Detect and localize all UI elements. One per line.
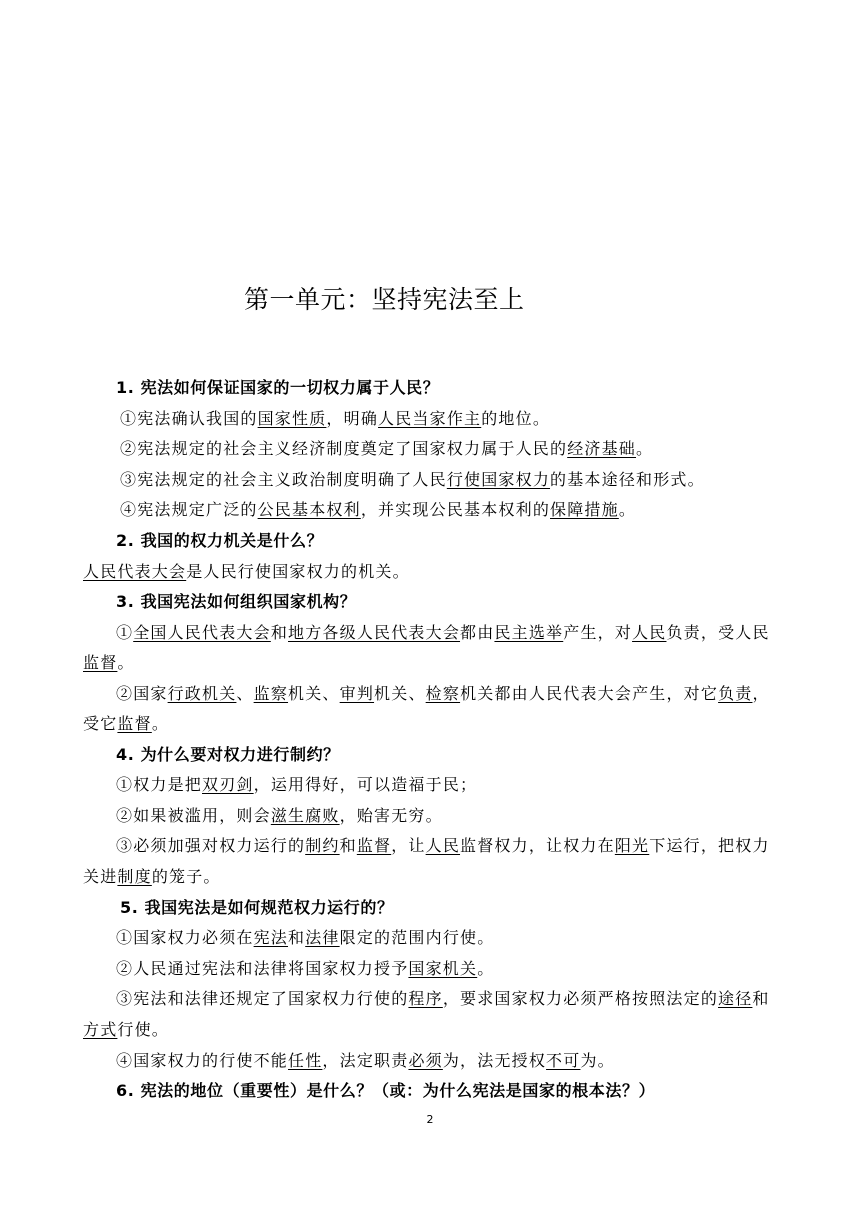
answer-line	[83, 711, 169, 734]
text-segment: 下运行，把权力	[649, 836, 770, 855]
answer-line	[83, 864, 221, 887]
text-segment: 是人民行使国家权力的机关。	[186, 562, 410, 581]
underlined-keyword: 全国人民代表大会	[133, 623, 271, 642]
text-segment: ，明确	[326, 409, 379, 428]
answer-line	[116, 681, 770, 704]
text-segment: ②人民通过宪法和法律将国家权力授予	[116, 959, 409, 978]
underlined-keyword: 人民	[425, 836, 461, 855]
underlined-keyword: 人民代表大会	[83, 562, 187, 581]
text-segment: ③必须加强对权力运行的	[116, 836, 306, 855]
text-segment: 的笼子。	[151, 867, 221, 886]
underlined-keyword: 行政机关	[167, 684, 237, 703]
text-segment: ①	[116, 623, 134, 642]
text-segment: 为，法无授权	[442, 1051, 547, 1070]
text-segment: 机关、	[288, 684, 340, 703]
text-segment: 。	[151, 714, 170, 733]
text-segment: ，法定职责	[322, 1051, 409, 1070]
answer-line	[83, 650, 135, 673]
answer-line	[116, 956, 494, 979]
text-segment: 和	[752, 989, 770, 1008]
text-segment: ，并实现公民基本权利的	[360, 500, 551, 519]
question-heading	[116, 742, 340, 765]
underlined-keyword: 检察	[425, 684, 461, 703]
text-segment: ，运用得好，可以造福于民；	[253, 775, 478, 794]
text-segment: 机关、	[374, 684, 426, 703]
question-heading	[116, 589, 356, 612]
underlined-keyword: 滋生腐败	[270, 806, 340, 825]
answer-line	[120, 497, 636, 520]
underlined-keyword: 负责	[718, 684, 753, 703]
text-segment: ①国家权力必须在	[116, 928, 254, 947]
text-segment: 行使。	[117, 1020, 170, 1039]
underlined-keyword: 必须	[408, 1051, 443, 1070]
text-segment: ④国家权力的行使不能	[116, 1051, 289, 1070]
page-number: 2	[426, 1113, 434, 1126]
text-segment: 和	[339, 836, 357, 855]
underlined-keyword: 制约	[305, 836, 340, 855]
text-segment: 1. 宪法如何保证国家的一切权力属于人民？	[116, 378, 440, 397]
text-segment: 。	[477, 959, 495, 978]
text-segment: 都由	[460, 623, 495, 642]
text-segment: ②宪法规定的社会主义经济制度奠定了国家权力属于人民的	[120, 439, 568, 458]
question-heading	[116, 528, 323, 551]
text-segment: ③宪法和法律还规定了国家权力行使的	[116, 989, 409, 1008]
text-segment: 监督权力，让权力在	[460, 836, 615, 855]
underlined-keyword: 人民	[632, 623, 667, 642]
underlined-keyword: 监督	[356, 836, 392, 855]
text-segment: 关进	[83, 867, 118, 886]
answer-line	[116, 925, 494, 948]
text-segment: ，	[752, 684, 770, 703]
text-segment: 3. 我国宪法如何组织国家机构？	[116, 592, 357, 611]
underlined-keyword: 方式	[83, 1020, 118, 1039]
answer-line	[120, 436, 653, 459]
text-segment: 和	[288, 928, 306, 947]
underlined-keyword: 保障措施	[550, 500, 619, 519]
underlined-keyword: 制度	[117, 867, 152, 886]
text-segment: ②国家	[116, 684, 168, 703]
text-segment: ，贻害无穷。	[339, 806, 443, 825]
underlined-keyword: 监察	[253, 684, 289, 703]
question-heading	[120, 895, 394, 918]
answer-line	[120, 467, 705, 490]
text-segment: 6. 宪法的地位（重要性）是什么？（或：为什么宪法是国家的根本法？）	[116, 1081, 656, 1100]
text-segment: 机关都由人民代表大会产生，对它	[460, 684, 719, 703]
answer-line	[116, 986, 770, 1009]
text-segment: 。	[636, 439, 654, 458]
text-segment: 2. 我国的权力机关是什么？	[116, 531, 324, 550]
underlined-keyword: 不可	[546, 1051, 581, 1070]
answer-line	[116, 620, 770, 643]
underlined-keyword: 公民基本权利	[257, 500, 361, 519]
question-heading	[116, 1078, 655, 1101]
underlined-keyword: 经济基础	[567, 439, 637, 458]
text-segment: 受它	[83, 714, 118, 733]
text-segment: 4. 为什么要对权力进行制约？	[116, 745, 340, 764]
text-segment: ，要求国家权力必须严格按照法定的	[442, 989, 719, 1008]
text-segment: 。	[618, 500, 637, 519]
text-segment: 为。	[580, 1051, 615, 1070]
underlined-keyword: 法律	[305, 928, 340, 947]
text-segment: 负责，受人民	[666, 623, 770, 642]
underlined-keyword: 阳光	[614, 836, 650, 855]
underlined-keyword: 宪法	[253, 928, 289, 947]
text-segment: 、	[236, 684, 254, 703]
underlined-keyword: 人民当家作主	[378, 409, 482, 428]
answer-line	[116, 1048, 615, 1071]
underlined-keyword: 监督	[117, 714, 152, 733]
underlined-keyword: 国家机关	[408, 959, 478, 978]
text-segment: 。	[117, 653, 135, 672]
underlined-keyword: 行使国家权力	[446, 470, 551, 489]
page-title: 第一单元：坚持宪法至上	[244, 285, 525, 314]
text-segment: ①权力是把	[116, 775, 203, 794]
answer-line	[120, 406, 550, 429]
text-segment: 的基本途径和形式。	[550, 470, 705, 489]
answer-line	[116, 772, 477, 795]
underlined-keyword: 监督	[83, 653, 118, 672]
text-segment: ②如果被滥用，则会	[116, 806, 271, 825]
underlined-keyword: 地方各级人民代表大会	[288, 623, 461, 642]
text-segment: ①宪法确认我国的	[120, 409, 258, 428]
question-heading	[116, 375, 439, 398]
underlined-keyword: 审判	[339, 684, 375, 703]
text-segment: 产生，对	[563, 623, 633, 642]
answer-line	[83, 1017, 169, 1040]
underlined-keyword: 程序	[408, 989, 443, 1008]
text-segment: ，让	[391, 836, 426, 855]
text-segment: 限定的范围内行使。	[339, 928, 495, 947]
underlined-keyword: 途径	[718, 989, 753, 1008]
underlined-keyword: 国家性质	[257, 409, 327, 428]
text-segment: 5. 我国宪法是如何规范权力运行的？	[120, 898, 394, 917]
answer-line	[83, 559, 410, 582]
text-segment: 和	[270, 623, 289, 642]
text-segment: ④宪法规定广泛的	[120, 500, 258, 519]
answer-line	[116, 803, 443, 826]
underlined-keyword: 双刃剑	[202, 775, 254, 794]
text-segment: 的地位。	[481, 409, 551, 428]
text-segment: ③宪法规定的社会主义政治制度明确了人民	[120, 470, 447, 489]
underlined-keyword: 任性	[288, 1051, 323, 1070]
underlined-keyword: 民主选举	[494, 623, 564, 642]
answer-line	[116, 833, 770, 856]
